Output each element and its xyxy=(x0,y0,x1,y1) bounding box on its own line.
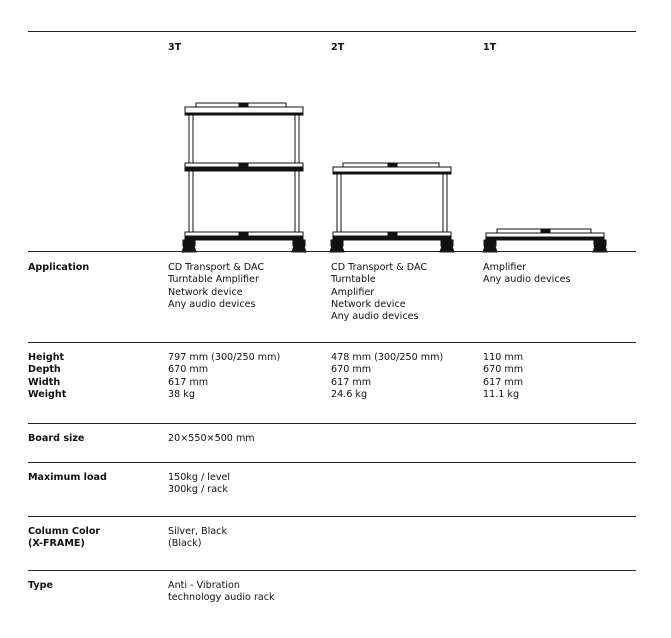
dimensions-1t: 110 mm 670 mm 617 mm 11.1 kg xyxy=(483,352,524,400)
rack-illustrations xyxy=(0,0,671,260)
type-value: Anti - Vibration technology audio rack xyxy=(168,580,275,604)
rule-board-size xyxy=(28,423,636,424)
maximum-load-value: 150kg / level 300kg / rack xyxy=(168,472,231,496)
application-3t: CD Transport & DAC Turntable Amplifier Network device Any audio devices xyxy=(168,262,265,310)
model-header-3t: 3T xyxy=(168,42,182,53)
rule-dimensions xyxy=(28,342,636,343)
model-header-1t: 1T xyxy=(483,42,497,53)
application-2t: CD Transport & DAC Turntable Amplifier Network device Any audio devices xyxy=(331,262,428,323)
rack-2t-illustration xyxy=(330,163,454,252)
row-label-application: Application xyxy=(28,262,90,273)
column-color-value: Silver, Black (Black) xyxy=(168,526,228,550)
rule-column-color xyxy=(28,516,636,517)
dimensions-3t: 797 mm (300/250 mm) 670 mm 617 mm 38 kg xyxy=(168,352,281,400)
rule-maximum-load xyxy=(28,462,636,463)
rack-3t-illustration xyxy=(182,103,306,252)
application-1t: Amplifier Any audio devices xyxy=(483,262,571,286)
row-label-maximum-load: Maximum load xyxy=(28,472,107,483)
illustration-baseline-rule xyxy=(28,251,636,252)
rack-1t-illustration xyxy=(483,229,607,252)
row-label-type: Type xyxy=(28,580,54,591)
row-label-column-color: Column Color (X-FRAME) xyxy=(28,526,101,550)
row-label-dimensions: Height Depth Width Weight xyxy=(28,352,67,400)
model-header-2t: 2T xyxy=(331,42,345,53)
board-size-value: 20×550×500 mm xyxy=(168,433,255,444)
row-label-board-size: Board size xyxy=(28,433,85,444)
rule-type xyxy=(28,570,636,571)
dimensions-2t: 478 mm (300/250 mm) 670 mm 617 mm 24.6 kg xyxy=(331,352,444,400)
